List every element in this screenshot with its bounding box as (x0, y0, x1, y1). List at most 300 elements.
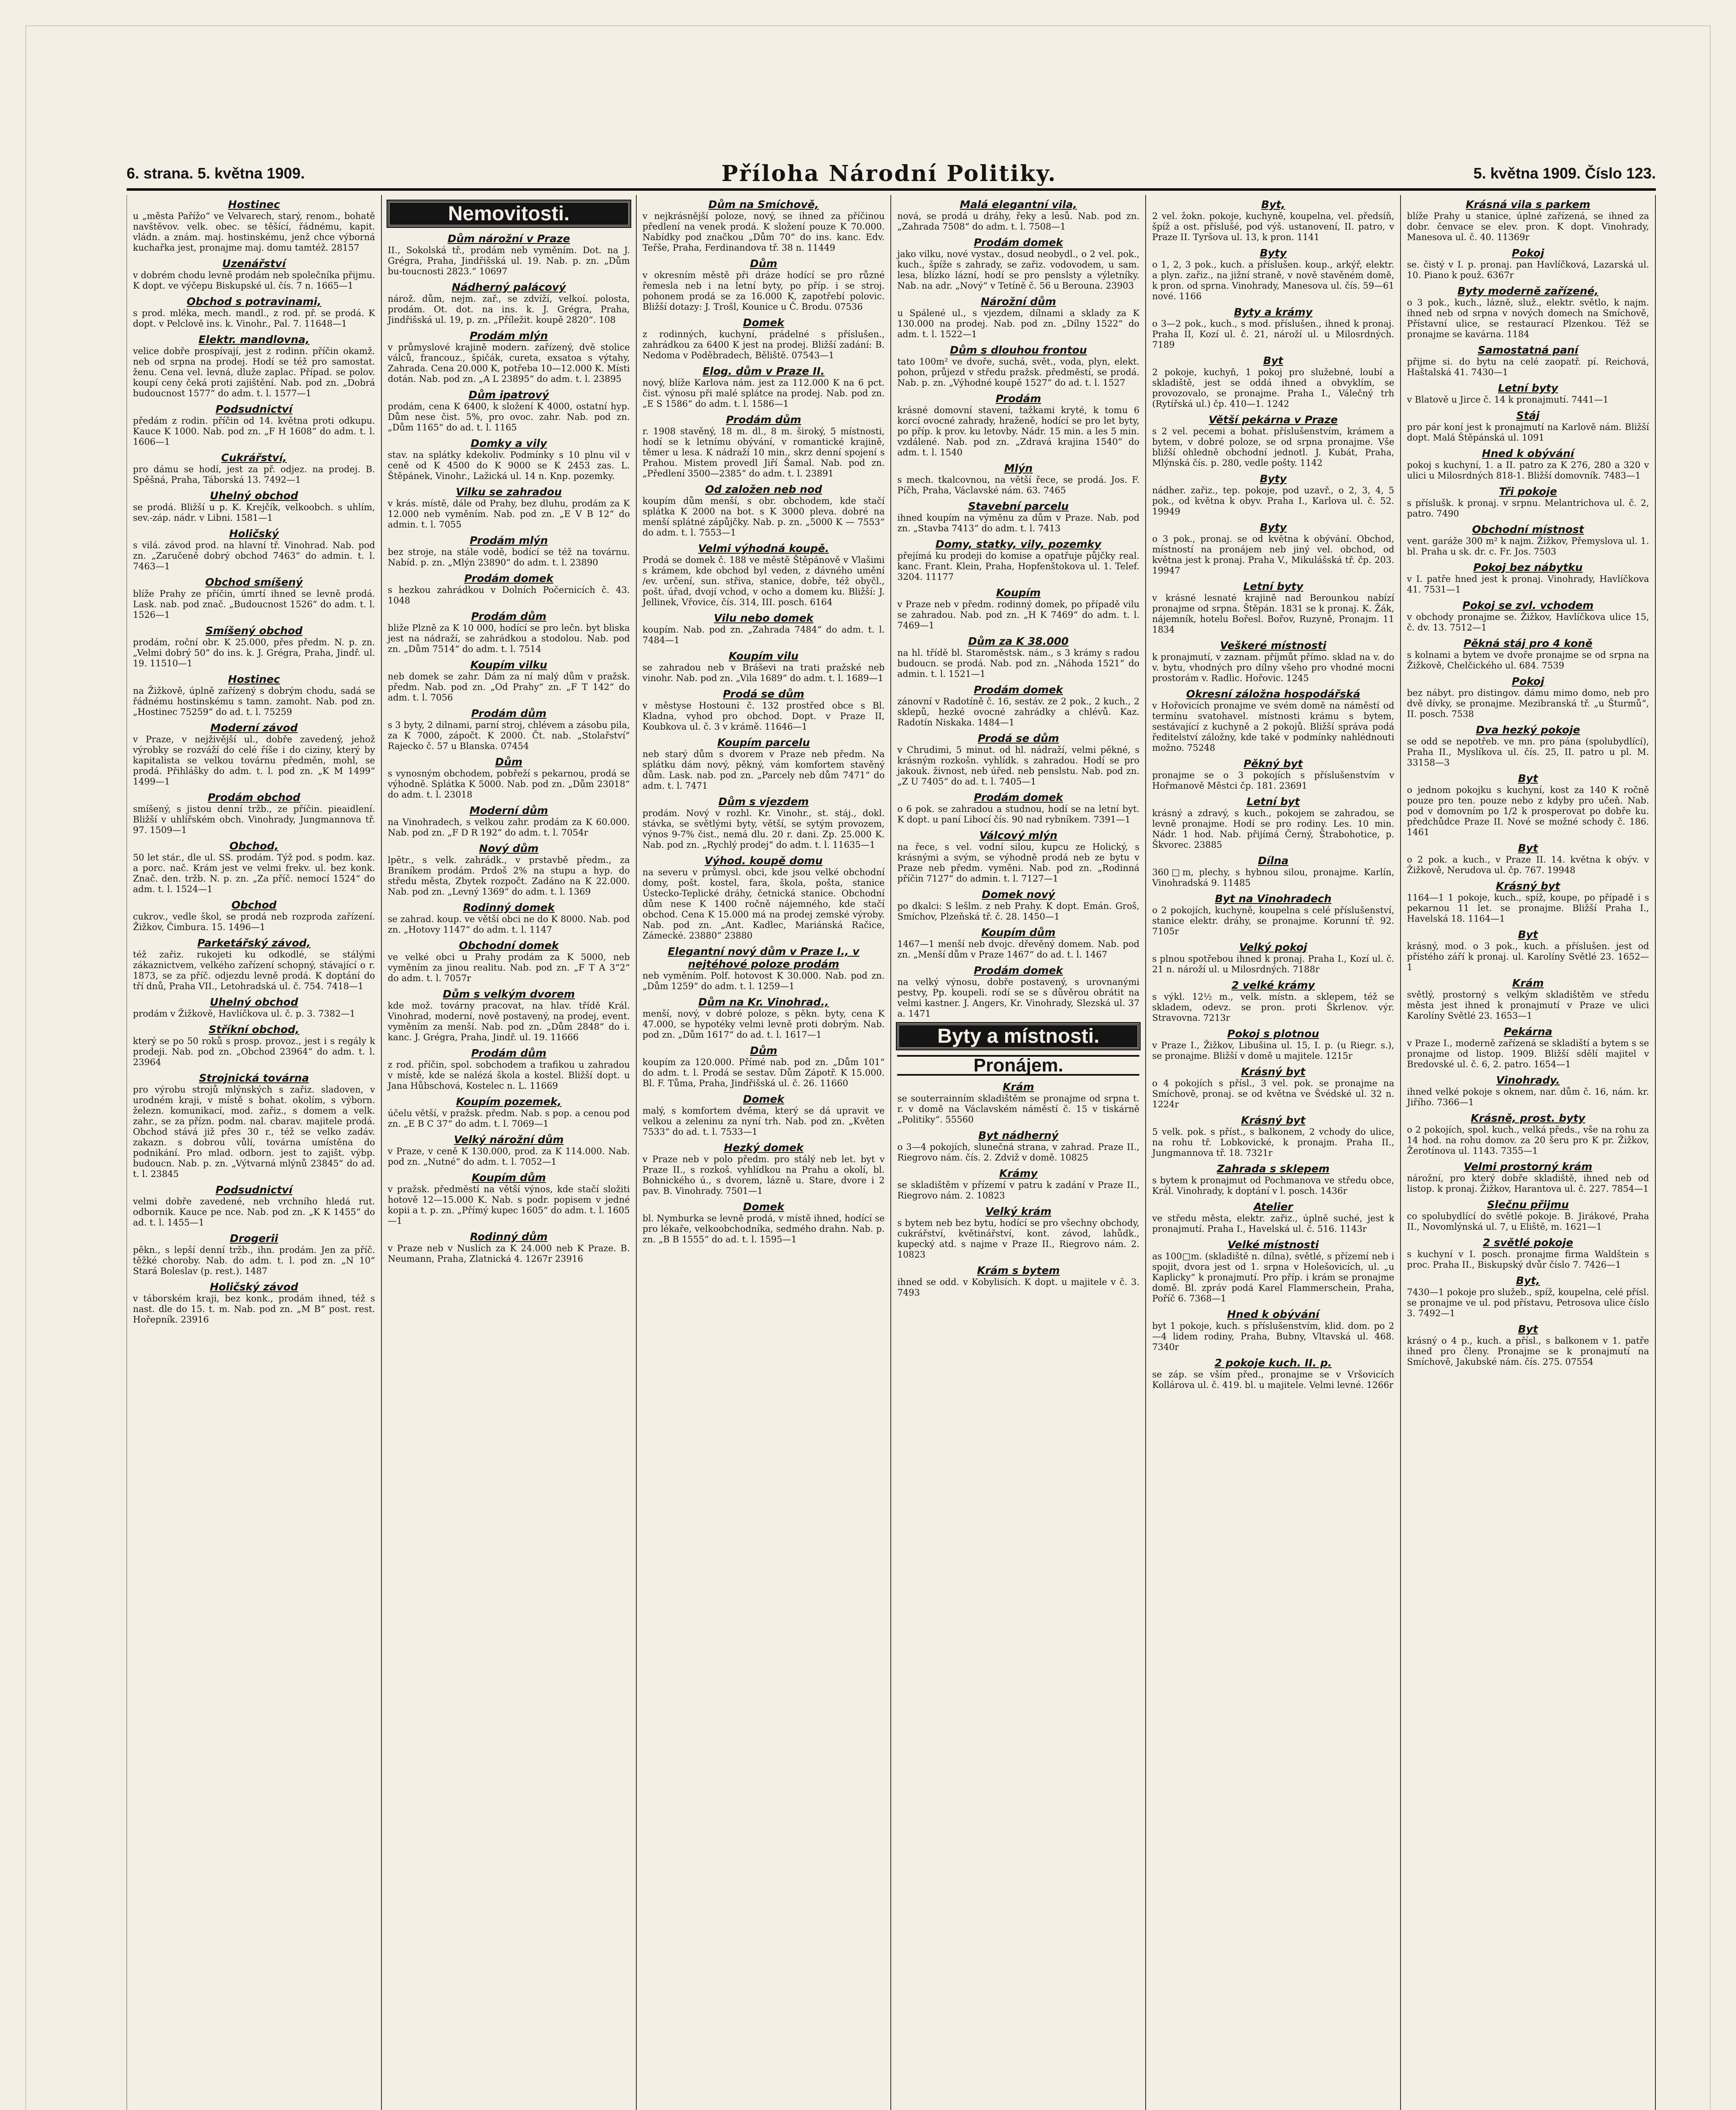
ad-body: krásný a zdravý, s kuch., pokojem se zahradou, se levně pronajme. Hodí se pro rodiny. Les. 10 min. Nádr. 1 hod. Nab. přijímá Černý, Štrabohotice, p. Škvorec. 23885 (1152, 808, 1395, 850)
ad-heading: Koupím vilu (728, 650, 799, 662)
ad-body: v Hořovicích pronajme ve svém domě na náměstí od termínu svatohavel. místnosti krámu s bytem, sestávající z kuchyně a 2 pokojů. Bližší správa podá ředitelství záložny, kde také v podmínky nahlédnouti možno. 75248 (1152, 701, 1395, 753)
classified-ad (897, 791, 1139, 825)
classified-ad (897, 198, 1139, 232)
classified-ad (1152, 1028, 1394, 1061)
column-5 (1146, 195, 1401, 2110)
ad-heading: Podsudnictví (215, 1184, 292, 1196)
classified-columns (127, 195, 1656, 2110)
column-3 (637, 195, 892, 2110)
classified-ad (133, 1281, 375, 1325)
ad-body: s vynosným obchodem, pobřeží s pekarnou, prodá se výhodně. Splátka K 5000. Nab. pod zn. „Dům 23018“ do adm. t. l. 23018 (387, 768, 630, 800)
classified-ad (1152, 795, 1394, 850)
ad-body: světlý, prostorný s velkým skladištěm ve středu města jest ihned k pronajmutí v Praze ve ulici Karolíny Světlé 23. 1653—1 (1407, 990, 1649, 1021)
ad-heading: Stavební parcelu (968, 500, 1069, 512)
ad-body: cukrov., vedle škol, se prodá neb rozproda zařízení. Žižkov, Čimbura. 15. 1496—1 (133, 912, 375, 932)
ad-heading: Letní byty (1498, 382, 1558, 394)
ad-body: prodám. Nový v rozhl. Kr. Vinohr., st. stáj., dokl. stávka, se světlými byty, větší, se sytým provozem, výnos 9-7% čist., nemá dlu. 20 r. dani. Zp. 25.000 K. Nab. pod zn. „Rychlý prodej“ do adm. t. l. 11635—1 (642, 808, 885, 850)
classified-ad (643, 650, 885, 684)
ad-heading: Obchodní domek (459, 939, 559, 952)
column-1 (127, 195, 382, 2110)
ad-heading: Dílna (1257, 855, 1289, 867)
ad-heading: Dům za K 38.000 (968, 635, 1069, 647)
ad-heading: Krásná vila s parkem (1466, 198, 1590, 211)
ad-body: 360□m, plechy, s hybnou silou, pronajme. Karlín, Vinohradská 9. 11485 (1152, 867, 1395, 888)
ad-body: s výkl. 12½ m., velk. místn. a sklepem, též se skladem, odevz. se pron. proti Škrlenov. výr. Stravovna. 7213r (1152, 992, 1395, 1023)
ad-heading: Dům na Kr. Vinohrad., (698, 996, 829, 1008)
ad-heading: Velké místnosti (1228, 1239, 1319, 1251)
ad-body: 1164—1 1 pokoje, kuch., spíž, koupe, po případě i s pekarnou 11 let. se pronajme. Bližší Praha I., Havelská 18. 1164—1 (1407, 893, 1649, 924)
ad-heading: Byty (1260, 521, 1287, 533)
classified-ad (1407, 447, 1649, 481)
ad-heading: Prodám (995, 392, 1041, 405)
ad-body: s vilá. závod prod. na hlavní tř. Vinohrad. Nab. pod zn. „Zaručeně dobrý obchod 7463“ do admin. t. l. 7463—1 (133, 540, 375, 571)
classified-ad (388, 610, 630, 655)
ad-heading: Koupím dům (471, 1171, 546, 1184)
ad-heading: Prodám domek (973, 236, 1063, 249)
ad-body: v Praze I., moderně zařízená se skladiští a bytem s se pronajme od listop. 1909. Bližší sdělí majitel v Bredovské ul. č. 6, 2. patro. 1654—1 (1407, 1038, 1649, 1069)
ad-body: v pražsk. předměstí na větší výnos, kde stačí složiti hotově 12—15.000 K. Nab. s podr. popisem v jedné kopii a t. p. zn. „Přímý kupec 1605“ do adm. t. l. 1605—1 (387, 1184, 630, 1226)
classified-ad (388, 486, 630, 530)
ad-body: ihned se odd. v Kobylisích. K dopt. u majitele v č. 3. 7493 (897, 1277, 1140, 1298)
classified-ad (1407, 637, 1649, 671)
ad-heading: Parketářský závod, (197, 937, 311, 949)
ad-heading: Stříkní obchod, (208, 1023, 300, 1036)
ad-heading: Prodám dům (471, 610, 546, 622)
classified-ad (643, 257, 885, 312)
ad-body: u „města Pařížo“ ve Velvarech, starý, renom., bohatě navštěvov. velk. obec. se těšící, řádnému, kapit. vládn. a znám. maj. hostinskému, jenž chce výborná kuchařka jest, pronajme maj. domu tamtéž. 28157 (133, 211, 375, 253)
ad-heading: Elegantní nový dům v Praze I., v nejtéhové poloze prodám (668, 945, 860, 970)
ad-heading: Prodám mlýn (470, 534, 548, 546)
ad-body: o 3—4 pokojích, slunečná strana, v zahrad. Praze II., Riegrovo nám. čís. 2. Zdviž v domě. 10825 (897, 1142, 1140, 1163)
ad-heading: Byty (1260, 247, 1287, 259)
ad-body: se skladištěm v přízemí v patru k zadání v Praze II., Riegrovo nám. 2. 10823 (897, 1180, 1140, 1201)
classified-ad (1152, 1357, 1394, 1390)
ad-heading: Byt, (1261, 198, 1285, 211)
ad-body: v Praze neb v Nuslích za K 24.000 neb K Praze. B. Neumann, Praha, Zlatnická 4. 1267r 23916 (387, 1243, 630, 1264)
ad-heading: Obchod smíšený (205, 576, 303, 588)
ad-heading: Pekárna (1503, 1025, 1552, 1038)
section-heading-pronajem: Pronájem. (897, 1055, 1139, 1076)
ad-body: na řece, s vel. vodní silou, kupcu ze Holický, s krásnými a svým, se výhodně prodá neb ze bytu v Praze neb předm. vyměni. Nab. pod zn. „Rodinná příčin 7127“ do admin. t. l. 7127—1 (897, 842, 1140, 884)
ad-heading: Prodám domek (464, 572, 554, 584)
classified-ad (1407, 599, 1649, 633)
ad-heading: Dům ipatrový (468, 389, 549, 401)
ad-heading: Krám (1512, 977, 1544, 989)
classified-ad (133, 257, 375, 291)
classified-ad (388, 988, 630, 1043)
ad-heading: Vinohrady. (1496, 1074, 1560, 1086)
ad-heading: Samostatná paní (1477, 344, 1579, 356)
ad-heading: Nádherný palácový (452, 281, 566, 293)
ad-heading: Rodinný domek (463, 901, 555, 914)
ad-heading: Dům s vjezdem (718, 795, 809, 808)
classified-ad (643, 945, 885, 992)
ad-body: II., Sokolská tř., prodám neb vyměním. Dot. na J. Grégra, Praha, Jindřišská ul. 19. Nab. p. zn. „Dům bu-toucnosti 2823.“ 10697 (387, 245, 630, 276)
classified-ad (133, 295, 375, 329)
ad-heading: Rodinný dům (470, 1231, 548, 1243)
ad-body: neb domek se zahr. Dám za ní malý dům v pražsk. předm. Nab. pod zn. „Od Prahy“ zn. „F T 142“ do adm. t. l. 7056 (387, 671, 630, 703)
classified-ad (133, 625, 375, 669)
ad-body: se zahradou neb v Bráševi na trati pražské neb vinohr. Nab. pod zn. „Vila 1689“ do adm. t. l. 1689—1 (642, 663, 885, 683)
ad-heading: Elektr. mandlovna, (198, 333, 310, 346)
ad-heading: Prodám domek (973, 684, 1063, 696)
ad-heading: Byt, (1516, 1274, 1540, 1287)
classified-ad (1152, 979, 1394, 1023)
column-2 (382, 195, 637, 2110)
ad-body: v nejkrásnější poloze, nový, se ihned za příčinou předlení na venek prodá. K složení pouze K 70.000. Nabídky pod značkou „Dům 70“ do ins. kanc. Edv. Teřše, Praha, Ferdinandova tř. 38 n. 11449 (642, 211, 885, 253)
ad-body: o 3 pok., kuch., lázně, služ., elektr. světlo, k najm. ihned neb od srpna v nových domech na Smíchově, Přístavní ulice, se restaurací Plzenkou. Též se pronajme se kavárna. 1184 (1407, 298, 1649, 339)
classified-ad (133, 899, 375, 933)
ad-body: který se po 50 roků s prosp. provoz., jest i s regály k prodeji. Nab. pod zn. „Obchod 23964“ do adm. t. l. 23964 (133, 1036, 375, 1067)
ad-heading: Prodám mlýn (470, 330, 548, 342)
ad-body: z rodinných, kuchyní, prádelné s příslušen., zahrádkou za 6400 K jest na prodej. Bližší zadání: B. Nedoma v Poděbradech, Běliště. 07543—1 (642, 329, 885, 360)
ad-body: o 2 pokojích, kuchyně, koupelna s celé příslušenství, stanice elektr. dráhy, se pronajme. Korunní tř. 92. 7105r (1152, 905, 1395, 936)
ad-body: se záp. se vším před., pronajme se v Vršovicích Kollárova ul. č. 419. bl. u majitele. Velmi levné. 1266r (1152, 1369, 1395, 1390)
ad-heading: Dům (750, 1044, 777, 1057)
classified-ad (897, 538, 1139, 582)
ad-heading: Domky a vily (471, 437, 547, 449)
classified-ad (1152, 521, 1394, 576)
section-heading-byty: Byty a místnosti. (897, 1023, 1139, 1049)
classified-ad (133, 528, 375, 572)
ad-body: byt 1 pokoje, kuch. s příslušenstvím, klid. dom. po 2—4 lidem rodiny, Praha, Bubny, Vltavská ul. 468. 7340r (1152, 1321, 1395, 1352)
ad-body: s plnou spotřebou ihned k pronaj. Praha I., Kozí ul. č. 21 n. nároží ul. u Milosrdných. 7188r (1152, 954, 1395, 974)
classified-ad (897, 1167, 1139, 1201)
ad-heading: Obchod, (229, 840, 279, 852)
ad-heading: Velký krám (985, 1205, 1052, 1217)
ad-heading: Veškeré místnosti (1220, 639, 1327, 652)
ad-heading: Nový dům (479, 842, 539, 855)
ad-heading: Atelier (1253, 1201, 1293, 1213)
ad-body: ve středu města, elektr. zařiz., úplně suché, jest k pronajmutí. Praha I., Havelská ul. č. 516. 1143r (1152, 1213, 1395, 1234)
ad-heading: Pokoj se zvl. vchodem (1462, 599, 1594, 611)
ad-body: 2 pokoje, kuchyň, 1 pokoj pro služebné, loubí a skladiště, jest se oddá ihned a obvyklím, se provozovalo, se pronajme. Praha I., Válečný trh (Rytířská ul.) čp. 410—1. 1242 (1152, 367, 1395, 409)
classified-ad (388, 330, 630, 384)
section-heading-nemovitosti: Nemovitosti. (388, 201, 630, 227)
classified-ad (133, 198, 375, 253)
ad-heading: Elog. dům v Praze II. (702, 365, 825, 377)
ad-heading: Cukrářství, (221, 452, 287, 464)
classified-ad (133, 996, 375, 1019)
ad-body: menší, nový, v dobré poloze, s pěkn. byty, cena K 47.000, se hypotéky velmi levně proti dobrým. Nab. pod zn. „Dům 1617“ do ad. t. l. 1617—1 (642, 1009, 885, 1040)
classified-ad (1407, 1236, 1649, 1270)
classified-ad (1152, 941, 1394, 975)
ad-body: Prodá se domek č. 188 ve městě Štěpánově v Vlašimi s krámem, kde obchod byl veden, z dávného umění /ev. určení, sun. střiva, stanice, dobře, též obyčl., pošt. úřad, dvojí vchod, v ocho a domem ku. Bližší: J. Jellinek, Vřovice, čís. 314, III. posch. 6164 (642, 555, 885, 607)
classified-ad (133, 1232, 375, 1277)
classified-ad (1407, 523, 1649, 557)
classified-ad (1407, 928, 1649, 973)
ad-body: o 2 pok. a kuch., v Praze II. 14. května k obýv. v Žižkově, Nerudova ul. čp. 767. 19948 (1407, 855, 1649, 875)
classified-ad (1407, 675, 1649, 720)
classified-ad (133, 1023, 375, 1068)
ad-heading: Pěkná stáj pro 4 koně (1463, 637, 1593, 649)
classified-ad (388, 534, 630, 568)
classified-ad (1152, 306, 1394, 350)
ad-heading: Byt (1518, 928, 1538, 941)
ad-heading: Velký nárožní dům (454, 1133, 564, 1146)
ad-heading: Slečnu přijmu (1487, 1198, 1569, 1211)
classified-ad (1152, 473, 1394, 517)
ad-body: se odd se nepotřeb. ve mn. pro pána (spolubydlící), Praha II., Myslíkova ul. čís. 25, II. patro u pl. M. 33158—3 (1407, 736, 1649, 768)
classified-ad (1407, 485, 1649, 519)
classified-ad (643, 1093, 885, 1137)
ad-body: v průmyslové krajině modern. zařízený, dvě stolice válců, francouz., špičák, cureta, exsatoa s výtahy, Zahrada. Cena 20.000 K, potřeba 10—12.000 K. Místi dotán. Nab. pod zn. „A L 23895“ do adm. t. l. 23895 (387, 342, 630, 384)
classified-ad (1407, 198, 1649, 243)
ad-body: co spolubydlící do světlé pokoje. B. Jirákové, Praha II., Novomlýnská ul. 7, u Eliště, m. 1621—1 (1407, 1211, 1649, 1232)
classified-ad (897, 888, 1139, 922)
ad-heading: Stáj (1516, 409, 1540, 422)
ad-body: se zahrad. koup. ve větší obci ne do K 8000. Nab. pod zn. „Hotovy 1147“ do adm. t. l. 1147 (387, 914, 630, 935)
ad-heading: Prodám domek (973, 964, 1063, 977)
ad-heading: Uzenářství (222, 257, 286, 270)
classified-ad (388, 1047, 630, 1091)
ad-body: as 100□m. (skladiště n. dílna), světlé, s přízemí neb i spojit, dvora jest od 1. srpna v Holešovicích, ul. „u Kaplicky“ k pronajmutí. Pro příp. i krám se pronajme domě. Bl. zpráv podá Karel Flammerschein, Praha, Poříč 6. 7368—1 (1152, 1251, 1395, 1304)
ad-heading: Prodám dům (471, 707, 546, 720)
ad-body: prodám v Žižkově, Havlíčkova ul. č. p. 3. 7382—1 (133, 1009, 355, 1019)
classified-ad (643, 612, 885, 646)
ad-body: v krás. místě, dále od Prahy, bez dluhu, prodám za K 12.000 neb vyměním. Nab. pod zn. „E V B 12“ do admin. t. l. 7055 (387, 498, 630, 530)
ad-heading: Pokoj (1512, 675, 1544, 687)
ad-body: malý, s komfortem dvěma, který se dá upravit ve velkou a zeleninu za nyní trh. Nab. pod zn. „Květen 7533“ do ad. t. l. 7533—1 (642, 1106, 885, 1137)
classified-ad (643, 736, 885, 791)
classified-ad (897, 1264, 1139, 1298)
ad-body: pronajme se o 3 pokojích s příslušenstvím v Hořmanově Městci čp. 181. 23691 (1152, 770, 1395, 791)
ad-heading: Uhelný obchod (210, 490, 298, 502)
ad-body: blíže Prahy u stanice, úplné zařízená, se ihned za dobr. čenvace se elev. pron. K dopt. Vinohrady, Manesova ul. č. 40. 11369r (1407, 211, 1649, 242)
ad-heading: Domek (743, 1201, 784, 1213)
classified-ad (133, 840, 375, 895)
ad-heading: Dům nárožní v Praze (447, 233, 570, 245)
classified-ad (643, 483, 885, 538)
classified-ad (897, 462, 1139, 496)
ad-body: pro pár koní jest k pronajmutí na Karlově nám. Bližší dopt. Malá Štěpánská ul. 1091 (1407, 422, 1649, 443)
ad-heading: 2 pokoje kuch. II. p. (1214, 1357, 1332, 1369)
ad-heading: Obchod s potravinami, (187, 295, 322, 308)
ad-heading: Dva hezký pokoje (1476, 724, 1580, 736)
ad-body: k pronajmutí, v zaznam. příjmůt přímo. sklad na v. do v. bytu, vhodných pro dílny všeho pro vhodné mocni prostorám v. Radlic. Hořovic. 1245 (1152, 652, 1395, 683)
classified-ad (643, 855, 885, 941)
classified-ad (1407, 724, 1649, 768)
ad-body: s 3 byty, 2 dilnami, parní stroj, chlévem a zásobu pila, za K 7000, zápočt. K 2000. Čt. nab. „Stolařství“ Rajecko č. 57 u Blanska. 07454 (387, 720, 630, 751)
ad-body: na Žižkově, úplně zařízený s dobrým chodu, sadá se řádnému hostinskému s tamn. zamoht. Nab. pod zn. „Hostinec 75259“ do ad. t. l. 75259 (133, 686, 375, 717)
ad-heading: Holičský (229, 528, 279, 540)
ad-heading: Byt (1518, 842, 1538, 854)
ad-heading: Mlýn (1004, 462, 1033, 474)
classified-ad (1407, 842, 1649, 876)
classified-ad (1407, 1160, 1649, 1194)
classified-ad (133, 333, 375, 399)
ad-heading: Malá elegantní vila, (960, 198, 1077, 211)
classified-ad (1407, 382, 1649, 405)
ad-heading: Hezký domek (724, 1142, 803, 1154)
ad-body: s mech. tkalcovnou, na větší řece, se prodá. Jos. F. Píčh, Praha, Václavské nám. 63. 7465 (897, 475, 1140, 495)
ad-heading: Obchod (231, 899, 277, 911)
ad-heading: Od založen neb nod (705, 483, 822, 495)
classified-ad (1407, 247, 1649, 281)
ad-heading: Domek (743, 1093, 784, 1105)
ad-body: pěkn., s lepší denní tržb., ihn. prodám. Jen za příč. těžké choroby. Nab. do adm. t. l. pod zn. „N 10“ Stará Boleslav (p. rest.). 1487 (133, 1245, 375, 1276)
ad-body: v I. patře hned jest k pronaj. Vinohrady, Havlíčkova 41. 7531—1 (1407, 574, 1649, 595)
classified-ad (388, 1171, 630, 1226)
classified-ad (1407, 1074, 1649, 1108)
classified-ad (643, 542, 885, 608)
classified-ad (1152, 893, 1394, 937)
classified-ad (388, 756, 630, 800)
classified-ad (1152, 198, 1394, 243)
ad-heading: Prodám dům (726, 414, 801, 426)
classified-ad (643, 316, 885, 361)
classified-ad (897, 392, 1139, 458)
classified-ad (1152, 1163, 1394, 1196)
ad-body: o 3—2 pok., kuch., s mod. příslušen., ihned k pronaj. Praha II, Kozí ul. č. 21, nároží ul. u Milosrdných. 7189 (1152, 319, 1395, 350)
ad-body: bez nábyt. pro distingov. dámu mimo domo, neb pro dvě dívky, se pronajme. Mezibranská tř. „u Šturmů“, II. posch. 7538 (1407, 688, 1649, 719)
ad-body: v Chrudimi, 5 minut. od hl. nádraží, velmi pěkné, s krásným rozkošn. vyhlídk. s zahradou. Hodí se pro jakouk. živnost, neb úřed. neb penslstu. Nab. pod zn. „Z U 7405“ do ad. t. l. 7405—1 (897, 745, 1140, 787)
classified-ad (897, 635, 1139, 679)
ad-heading: Válcový mlýn (979, 829, 1057, 841)
ad-heading: Krám (1003, 1081, 1034, 1093)
classified-ad (133, 403, 375, 447)
ad-heading: Dům (495, 756, 523, 768)
classified-ad (1152, 639, 1394, 684)
classified-ad (1152, 414, 1394, 468)
classified-ad (1407, 1025, 1649, 1070)
classified-ad (897, 829, 1139, 884)
ad-body: velice dobře prospívají, jest z rodinn. příčin okamž. neb od srpna na prodej. Hodí se též pro samostat. ženu. Cena vel. levná, dluže zaplac. Případ. se polov. koupí ceny čeká proti zajištění. Nab. pod zn. „Dobrá budoucnost 1577“ do adm. t. l. 1577—1 (133, 346, 375, 398)
ad-body: s kolnami a bytem ve dvoře pronajme se od srpna na Žižkově, Chelčického ul. 684. 7539 (1407, 650, 1649, 671)
classified-ad (388, 939, 630, 984)
classified-ad (1407, 285, 1649, 340)
classified-ad (388, 804, 630, 838)
ad-heading: Prodá se dům (978, 732, 1059, 744)
classified-ad (388, 572, 630, 606)
classified-ad (133, 673, 375, 717)
classified-ad (388, 1096, 630, 1129)
ad-body: o 6 pok. se zahradou a studnou, hodí se na letní byt. K dopt. u paní Libocí čís. 90 nad rybníkem. 7391—1 (897, 804, 1140, 825)
classified-ad (388, 901, 630, 935)
ad-body: s kuchyní v I. posch. pronajme firma Waldštein s proc. Praha II., Biskupský dvůr číslo 7. 7426—1 (1407, 1249, 1649, 1270)
page-header (127, 159, 1656, 191)
ad-heading: Dům na Smíchově, (708, 198, 819, 211)
ad-heading: 2 velké krámy (1231, 979, 1315, 991)
ad-body: v Praze I., Žižkov, Libušina ul. 15, I. p. (u Riegr. s.), se pronajme. Bližší v domě u majitele. 1215r (1152, 1040, 1395, 1061)
ad-heading: Byty a krámy (1234, 306, 1313, 318)
header-right: 5. května 1909. Číslo 123. (1473, 165, 1656, 182)
ad-heading: Vilu nebo domek (714, 612, 814, 624)
classified-ad (1407, 561, 1649, 595)
ad-heading: Obchodní místnost (1472, 523, 1584, 536)
ad-heading: Dům s velkým dvorem (443, 988, 575, 1000)
classified-ad (1407, 344, 1649, 378)
ad-heading: Velký pokoj (1239, 941, 1307, 953)
ad-heading: Dům (750, 257, 777, 270)
ad-body: ve velké obci u Prahy prodám za K 5000, neb vyměním za jinou realitu. Nab. pod zn. „F T A 3“2“ do adm. t. l. 7057r (387, 952, 630, 983)
ad-body: ihned velké pokoje s oknem, nar. dům č. 16, nám. kr. Jiřího. 7366—1 (1407, 1087, 1649, 1107)
ad-body: krásný, mod. o 3 pok., kuch. a příslušen. jest od přístého září k pronaj. ul. Karolíny Světlé 23. 1652—1 (1407, 941, 1649, 972)
ad-heading: Okresní záložna hospodářská (1186, 688, 1360, 700)
ad-body: o 1, 2, 3 pok., kuch. a příslušen. koup., arkýř, elektr. a plyn. zařiz., na jižní straně, v nově stavěném domě, k pron. od sprna. Vinohrady, Manesova ul. čís. 59—61 nové. 1166 (1152, 260, 1395, 301)
ad-heading: Domek nový (982, 888, 1055, 901)
ad-body: předám z rodin. příčin od 14. května proti odkupu. Kauce K 1000. Nab. pod zn. „F H 1608“ do adm. t. l. 1606—1 (133, 416, 375, 447)
classified-ad (133, 576, 375, 620)
ad-body: pro dámu se hodí, jest za př. odjez. na prodej. B. Spěšná, Praha, Táborská 13. 7492—1 (133, 464, 375, 485)
ad-body: s 2 vel. pecemi a bohat. příslušenstvím, krámem a bytem, v dobré poloze, se od srpna pronajme. Vše bližší ohledně obchodní jednotl. J. Kubát, Praha, Mlýnská čís. p. 280, vedle pošty. 1142 (1152, 426, 1395, 468)
ad-heading: Prodám obchod (208, 791, 300, 803)
ad-heading: Hostinec (228, 198, 280, 211)
ad-body: 50 let stár., dle ul. SS. prodám. Týž pod. s podm. kaz. a porc. nač. Krám jest ve velmi frekv. ul. bez konk. Znač. den. tržb. N. p. zn. „Za příč. nemocí 1524“ do adm. t. l. 1524—1 (133, 852, 375, 894)
ad-body: pokoj s kuchyní, 1. a II. patro za K 276, 280 a 320 v ulici u Milosrdných 818-1. Bližší domovník. 7483—1 (1407, 460, 1649, 481)
ad-heading: Pokoj (1512, 247, 1544, 259)
column-6 (1401, 195, 1656, 2110)
ad-heading: Koupím parcelu (717, 736, 810, 749)
ad-body: s prod. mléka, mech. mandl., z rod. př. se prodá. K dopt. v Pelclově ins. k. Vinohr., Pal. 7. 11648—1 (133, 308, 375, 329)
ad-body: s hezkou zahrádkou v Dolních Počernicích č. 43. 1048 (387, 585, 630, 606)
ad-heading: Byt na Vinohradech (1215, 893, 1332, 905)
classified-ad (133, 722, 375, 787)
ad-body: na severu v průmysl. obci, kde jsou velké obchodní domy, pošt. kostel, fara, škola, pošta, stanice Ústecko-Teplické dráhy, četnická stanice. Obchodní dům nese K 1400 ročně nájemného, kde stačí obchod. Cena K 15.000 má na prodej zemské výroby. Nab. pod zn. „Ant. Kadlec, Mariánská Račice, Zámecké. 23880“ 23880 (642, 867, 885, 941)
ad-body: 5 velk. pok. s příst., s balkonem, 2 vchody do ulice, na rohu tř. Lobkovické, k pronajm. Praha II., Jungmannova tř. 18. 7321r (1152, 1127, 1395, 1158)
ad-heading: Byt (1518, 772, 1538, 784)
ad-heading: Koupím (996, 587, 1041, 599)
classified-ad (388, 233, 630, 277)
ad-heading: Hned k obývání (1227, 1308, 1320, 1320)
classified-ad (1152, 247, 1394, 302)
classified-ad (1152, 1201, 1394, 1234)
ad-heading: Strojnická továrna (199, 1072, 309, 1084)
classified-ad (1152, 354, 1394, 409)
classified-ad (388, 437, 630, 482)
ad-body: kde mož. továrny pracovat, na hlav. třídě Král. Vinohrad, moderní, nově postavený, na prodej, event. vyměním za menší. Nab. pod zn. „Dům 2848“ do i. kanc. J. Grégra, Praha, Jindř. ul. 19. 11666 (387, 1001, 630, 1042)
ad-body: bez stroje, na stále vodě, bodící se též na továrnu. Nabíd. p. zn. „Mlýn 23890“ do adm. t. l. 23890 (387, 547, 630, 568)
ad-heading: Krám s bytem (977, 1264, 1060, 1277)
ad-body: po dkalci: S lešlm. z neb Prahy. K dopt. Emán. Groš, Smíchov, Plzeňská tř. č. 28. 1450—1 (897, 901, 1140, 922)
classified-ad (643, 1201, 885, 1245)
ad-heading: Pěkný byt (1244, 757, 1303, 770)
ad-heading: 2 světlé pokoje (1483, 1236, 1574, 1249)
classified-ad (1152, 1114, 1394, 1158)
ad-body: nový, blíže Karlova nám. jest za 112.000 K na 6 pct. čist. výnosu při malé splátce na prodej. Nab. pod zn. „E S 1586“ do adm. t. l. 1586—1 (642, 378, 885, 409)
ad-heading: Dům s dlouhou frontou (949, 344, 1087, 356)
classified-ad (388, 1133, 630, 1167)
column-4 (891, 195, 1146, 2110)
classified-ad (897, 344, 1139, 388)
ad-body: tato 100m² ve dvoře, suchá, svět., voda, plyn, elekt. pohon, průjezd v středu pražsk. předměstí, se prodá. Nab. p. zn. „Výhodné koupě 1527“ do ad. t. l. 1527 (897, 357, 1140, 388)
ad-body: s příslušk. k pronaj. v srpnu. Melantrichova ul. č. 2, patro. 7490 (1407, 498, 1649, 519)
ad-body: koupím dům menší, s obr. obchodem, kde stačí splátka K 2000 na bot. s K 3000 pleva. dobré na menší splátné zápůjčky. Nab. p. zn. „5000 K — 7553“ do adm. t. l. 7553—1 (642, 496, 885, 538)
classified-ad (133, 1184, 375, 1228)
classified-ad (1152, 688, 1394, 753)
ad-body: koupím. Nab. pod zn. „Zahrada 7484“ do adm. t. l. 7484—1 (642, 625, 885, 645)
classified-ad (388, 842, 630, 897)
ad-heading: Podsudnictví (215, 403, 292, 415)
classified-ad (897, 587, 1139, 631)
ad-body: vent. garáže 300 m² k najm. Žižkov, Přemyslova ul. 1. bl. Praha u sk. dr. c. Fr. Jos. 7503 (1407, 536, 1649, 557)
ad-body: 2 vel. žokn. pokoje, kuchyně, koupelna, vel. předsíň, špíž a ost. příslušé, pod výš. ustanovení, II. patro, v Praze II. Tyršova ul. 13, k pron. 1141 (1152, 211, 1395, 242)
classified-ad (897, 1081, 1139, 1125)
ad-heading: Letní byty (1243, 580, 1303, 592)
classified-ad (897, 1129, 1139, 1163)
ad-heading: Vilku se zahradou (456, 486, 562, 498)
ad-body: pro výrobu strojů mlýnských s zařiz. sladoven, v urodném kraji, v místě s bohat. okolím, s výborn. železn. komunikací, mod. zařiz., s domem a velk. zahr., se za přízn. podm. nal. cbarav. majitele prodá. Obchod stává již přes 30 r., též se velko zadáv. zakazn. s dobrou vůlí, továrna umístěna do podnikání. Pro mlad. odborn. jest to zajišt. výbp. budoucn. Nab. p. zn. „Výtvarná mlýnů 23845“ do ad. t. l. 23845 (133, 1085, 375, 1179)
classified-ad (1152, 1308, 1394, 1353)
ad-body: v táborském kraji, bez konk., prodám ihned, též s nast. dle do 15. t. m. Nab. pod zn. „M B“ post. rest. Hořepník. 23916 (133, 1293, 375, 1325)
classified-ad (133, 937, 375, 992)
ad-body: na velký výnosu, dobře postavený, s urovnanými pestvy, Pp. koupeli. rodí se se s důvěrou obrátit na velmi kastner. J. Angers, Kr. Vinohrady, Slezská ul. 37 a. 1471 (897, 977, 1140, 1019)
classified-ad (1407, 1323, 1649, 1367)
ad-body: v okresním městě při dráze hodící se pro různé řemesla neb i na letní byty, po příp. i se stroj. pohonem prodá se za 16.000 K, zapotřebí polovic. Bližší dotazy: J. Trošl, Kounice u Č. Brodu. 07536 (642, 270, 885, 312)
ad-heading: Prodá se dům (723, 688, 804, 700)
ad-body: o 3 pok., pronaj. se od května k obývání. Obchod, místností na pronájem neb jiný vel. obchod, od května jest k pronaj. Praha V., Mikulášská tř. čp. 203. 19947 (1152, 534, 1395, 576)
ad-heading: Velmi prostorný krám (1463, 1160, 1593, 1173)
